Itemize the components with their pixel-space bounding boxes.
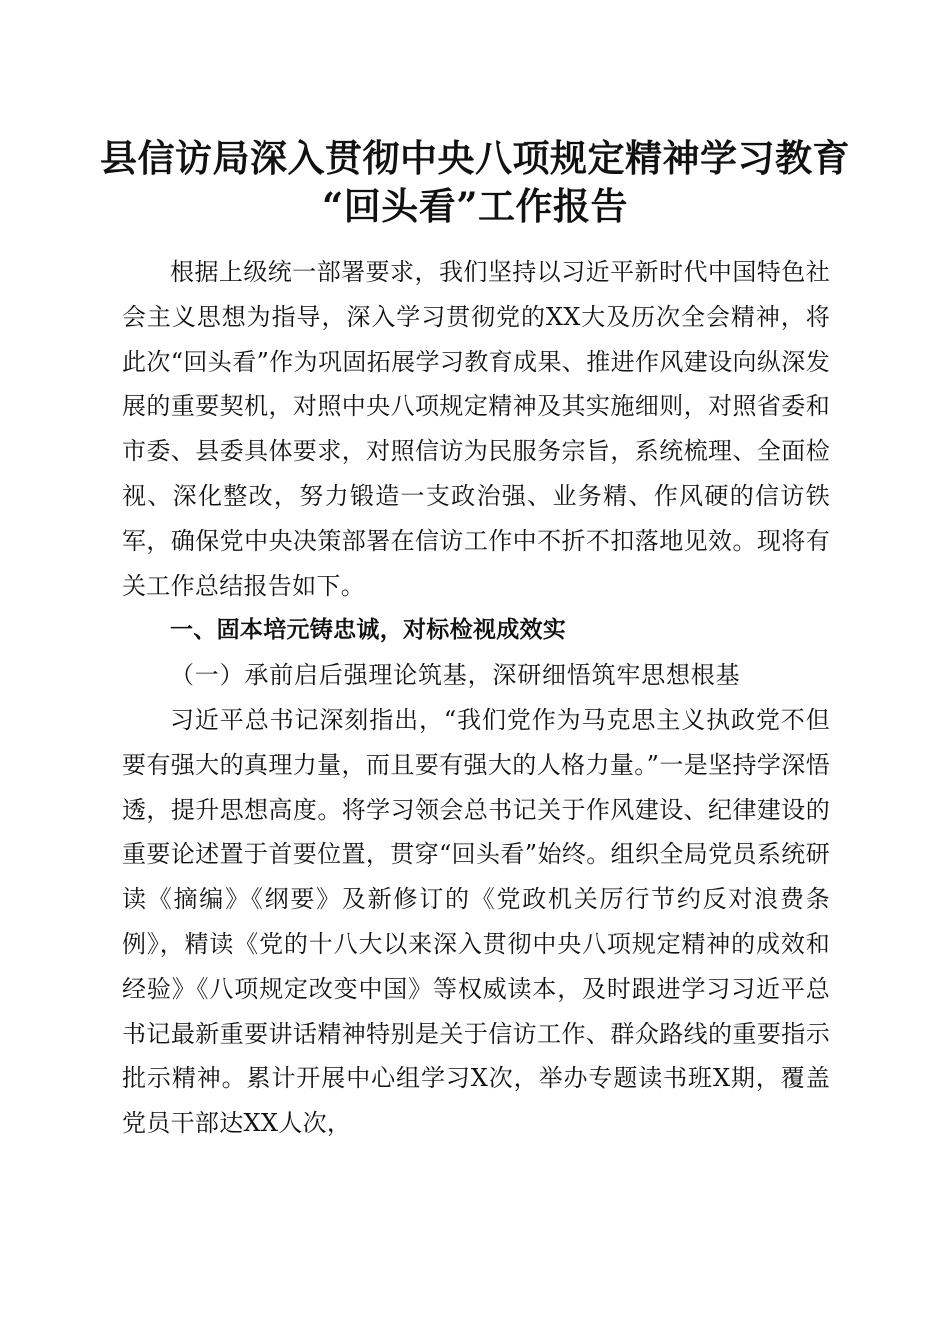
- section-heading-1: 一、固本培元铸忠诚，对标检视成效实: [170, 617, 567, 644]
- subsection-heading-1: （一）承前启后强理论筑基，深研细悟筑牢思想根基: [170, 661, 741, 690]
- intro-paragraph: 根据上级统一部署要求，我们坚持以习近平新时代中国特色社会主义思想为指导，深入学习贯彻党的XX大及历次全会精神，将此次“回头看”作为巩固拓展学习教育成果、推进作风建设向纵深发展的重要契机，对照中央八项规定精神及其实施细则，对照省委和市委、县委具体要求，对照信访为民服务宗旨，系统梳理、全面检视、深化整改，努力锻造一支政治强、业务精、作风硬的信访铁军，确保党中央决策部署在信访工作中不折不扣落地见效。现将有关工作总结报告如下。: [122, 258, 830, 600]
- document-title-line-2: “回头看”工作报告: [321, 184, 629, 228]
- document-title-line-1: 县信访局深入贯彻中央八项规定精神学习教育: [100, 136, 850, 180]
- document-body: [122, 250, 830, 1146]
- body-paragraph: 习近平总书记深刻指出，“我们党作为马克思主义执政党不但要有强大的真理力量，而且要有强大的人格力量。”一是坚持学深悟透，提升思想高度。将学习领会总书记关于作风建设、纪律建设的重要论述置于首要位置，贯穿“回头看”始终。组织全局党员系统研读《摘编》《纲要》及新修订的《党政机关厉行节约反对浪费条例》，精读《党的十八大以来深入贯彻中央八项规定精神的成效和经验》《八项规定改变中国》等权威读本，及时跟进学习习近平总书记最新重要讲话精神特别是关于信访工作、群众路线的重要指示批示精神。累计开展中心组学习X次，举办专题读书班X期，覆盖党员干部达XX人次，: [122, 705, 830, 1138]
